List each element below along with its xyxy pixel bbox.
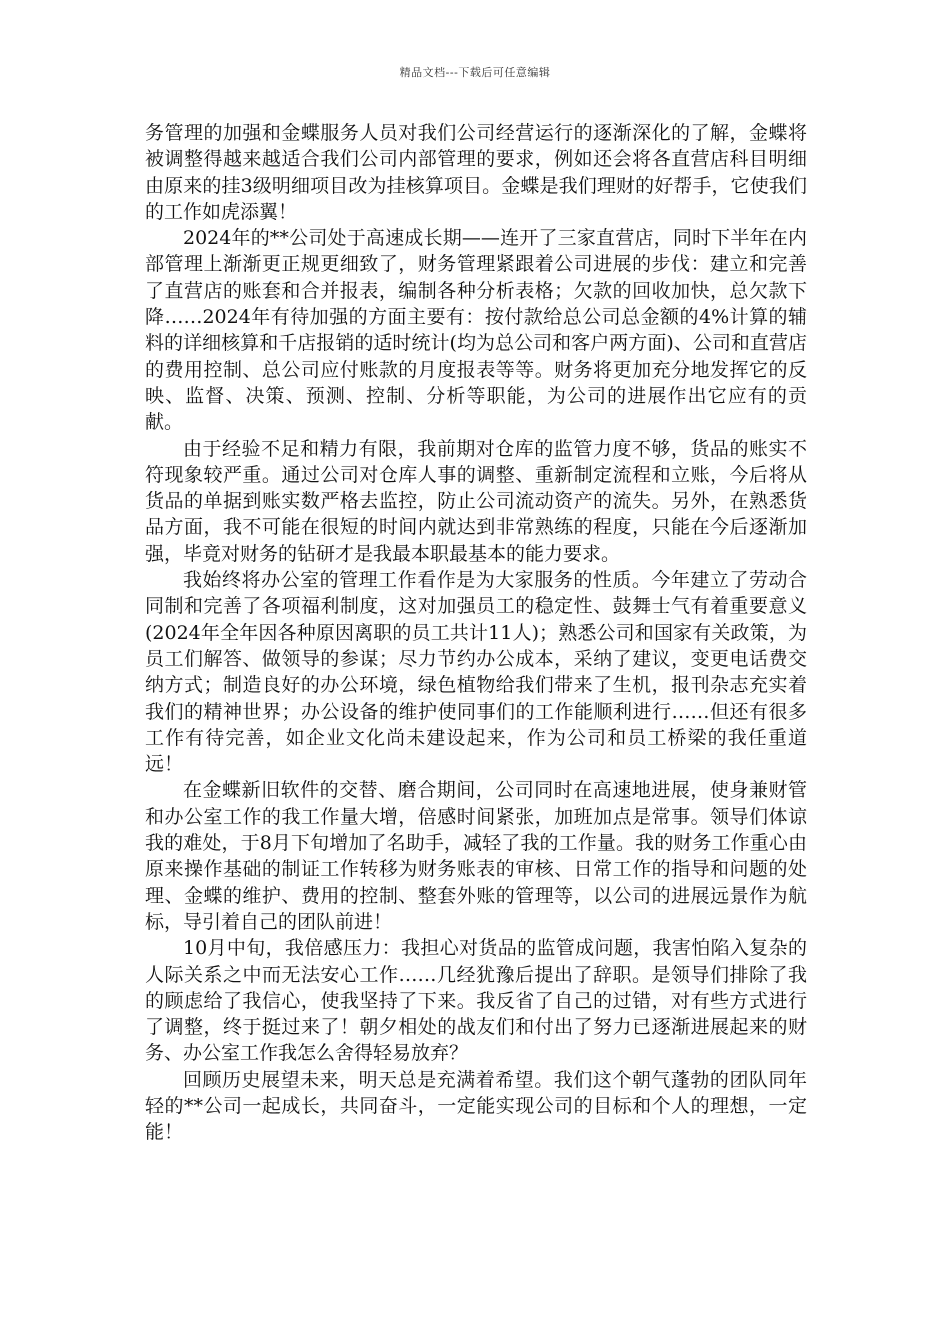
paragraph-outlook: 回顾历史展望未来，明天总是充满着希望。我们这个朝气蓬勃的团队同年轻的**公司一起成长，共同奋斗，一定能实现公司的目标和个人的理想，一定能！ xyxy=(145,1068,807,1144)
paragraph-warehouse: 由于经验不足和精力有限，我前期对仓库的监管力度不够，货品的账实不符现象较严重。通过公司对仓库人事的调整、重新制定流程和立账，今后将从货品的单据到账实数严格去监控，防止公司流动资产的流失。另外，在熟悉货品方面，我不可能在很短的时间内就达到非常熟练的程度，只能在今后逐渐加强，毕竟对财务的钻研才是我最本职最基本的能力要求。 xyxy=(145,437,807,565)
document-body xyxy=(145,120,807,1146)
page-header: 精品文档---下载后可任意编辑 xyxy=(399,66,551,79)
paragraph-financial-2024: 2024年的**公司处于高速成长期——连开了三家直营店，同时下半年在内部管理上渐渐更正规更细致了，财务管理紧跟着公司进展的步伐：建立和完善了直营店的账套和合并报表，编制各种分析表格；欠款的回收加快，总欠款下降……2024年有待加强的方面主要有：按付款给总公司总金额的4%计算的辅料的详细核算和千店报销的适时统计(均为总公司和客户两方面)、公司和直营店的费用控制、总公司应付账款的月度报表等等。财务将更加充分地发挥它的反映、监督、决策、预测、控制、分析等职能，为公司的进展作出它应有的贡献。 xyxy=(145,227,807,434)
paragraph-office: 我始终将办公室的管理工作看作是为大家服务的性质。今年建立了劳动合同制和完善了各项福利制度，这对加强员工的稳定性、鼓舞士气有着重要意义(2024年全年因各种原因离职的员工共计11人)；熟悉公司和国家有关政策，为员工们解答、做领导的参谋；尽力节约办公成本，采纳了建议，变更电话费交纳方式；制造良好的办公环境，绿色植物给我们带来了生机，报刊杂志充实着我们的精神世界；办公设备的维护使同事们的工作能顺利进行……但还有很多工作有待完善，如企业文化尚未建设起来，作为公司和员工桥梁的我任重道远！ xyxy=(145,569,807,776)
paragraph-kingdee-transition: 在金蝶新旧软件的交替、磨合期间，公司同时在高速地进展，使身兼财管和办公室工作的我工作量大增，倍感时间紧张，加班加点是常事。领导们体谅我的难处，于8月下旬增加了名助手，减轻了我的工作量。我的财务工作重心由原来操作基础的制证工作转移为财务账表的审核、日常工作的指导和问题的处理、金蝶的维护、费用的控制、整套外账的管理等，以公司的进展远景作为航标，导引着自己的团队前进！ xyxy=(145,779,807,933)
paragraph-october: 10月中旬，我倍感压力：我担心对货品的监管成问题，我害怕陷入复杂的人际关系之中而无法安心工作……几经犹豫后提出了辞职。是领导们排除了我的顾虑给了我信心，使我坚持了下来。我反省了自己的过错，对有些方式进行了调整，终于挺过来了！朝夕相处的战友们和付出了努力已逐渐进展起来的财务、办公室工作我怎么舍得轻易放弃？ xyxy=(145,937,807,1065)
paragraph-continuation: 务管理的加强和金蝶服务人员对我们公司经营运行的逐渐深化的了解，金蝶将被调整得越来越适合我们公司内部管理的要求，例如还会将各直营店科目明细由原来的挂3级明细项目改为挂核算项目。金蝶是我们理财的好帮手，它使我们的工作如虎添翼！ xyxy=(145,122,807,223)
